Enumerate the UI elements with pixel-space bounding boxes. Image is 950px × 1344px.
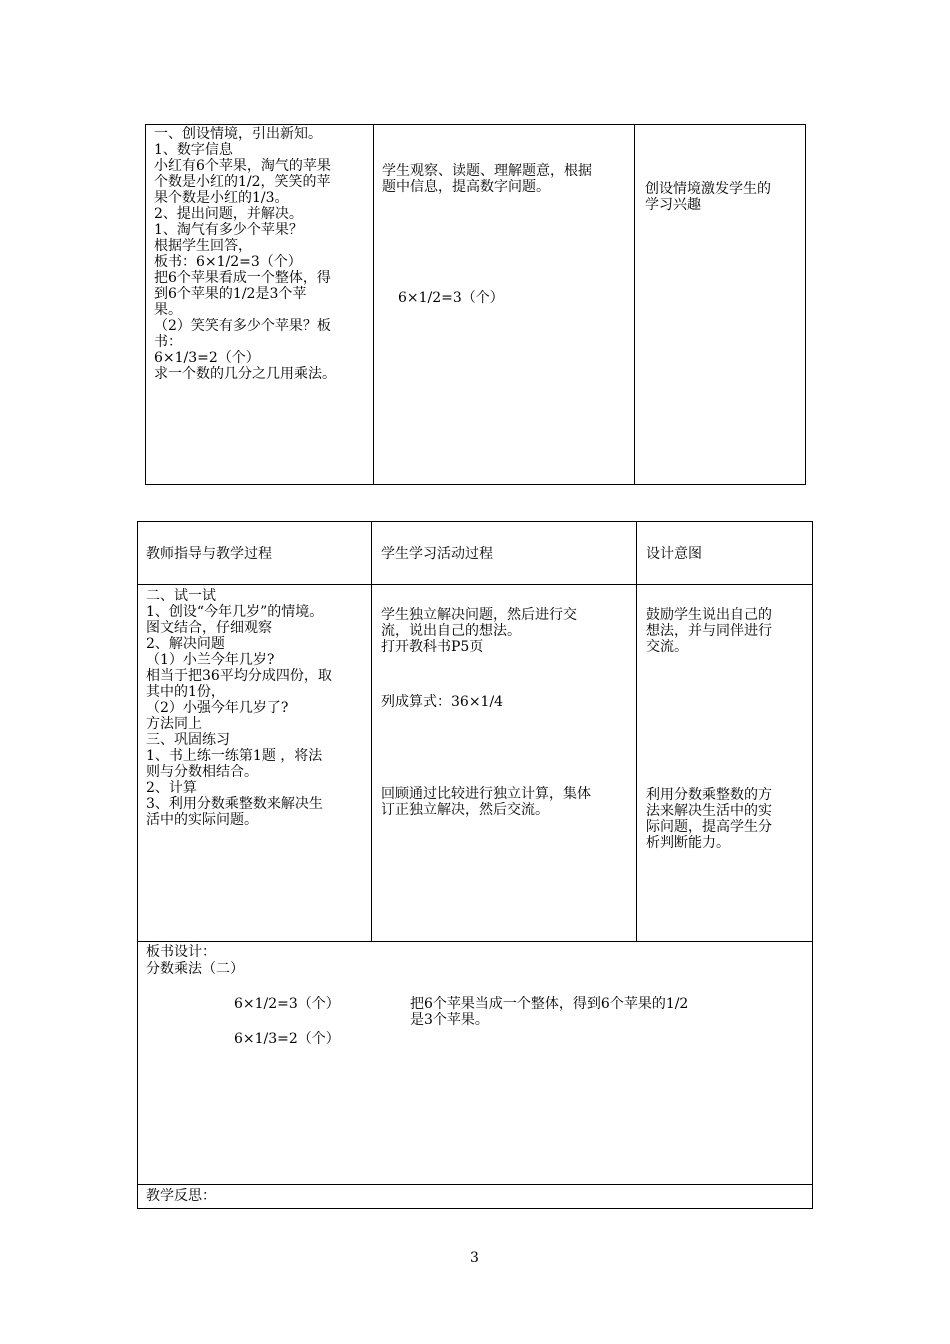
text-line: 1、书上练一练第1题 ，将法 — [146, 748, 323, 764]
board-equation-2: 6×1/3=2（个） — [234, 1031, 340, 1047]
text-line: 学生独立解决问题，然后进行交 — [381, 607, 577, 623]
text-line: 个数是小红的1/2，笑笑的苹 — [154, 174, 331, 190]
text-line: 2、提出问题，并解决。 — [154, 206, 303, 222]
text-line: 一、创设情境，引出新知。 — [154, 126, 322, 142]
board-note — [410, 996, 688, 1028]
table-2-board-rule — [137, 1184, 813, 1185]
text-line: 三、巩固练习 — [146, 732, 230, 748]
text-line: 板书：6×1/2=3（个） — [154, 254, 302, 270]
table-1-formula: 6×1/2=3（个） — [398, 290, 504, 306]
board-design-label: 板书设计： — [146, 944, 216, 960]
reflection-label: 教学反思： — [146, 1188, 216, 1204]
text-line: 想法，并与同伴进行 — [646, 623, 772, 639]
text-line: 鼓励学生说出自己的 — [646, 607, 772, 623]
table-1-teacher-process — [154, 126, 336, 382]
text-line: 方法同上 — [146, 716, 202, 732]
table-2-design-intent-1 — [646, 607, 772, 655]
table-2-student-activity-2 — [381, 786, 591, 818]
text-line: 果个数是小红的1/3。 — [154, 190, 289, 206]
text-line: 把6个苹果当成一个整体，得到6个苹果的1/2 — [410, 996, 689, 1012]
text-line: 根据学生回答， — [154, 238, 252, 254]
text-line: 交流。 — [646, 639, 688, 655]
table-1-student-activity — [382, 163, 592, 195]
table-2-body-rule — [137, 941, 813, 942]
text-line: 1、淘气有多少个苹果？ — [154, 222, 303, 238]
text-line: 2、解决问题 — [146, 636, 225, 652]
text-line: 流，说出自己的想法。 — [381, 623, 521, 639]
table-2-teacher-process — [146, 588, 332, 828]
text-line: 学生观察、读题、理解题意，根据 — [382, 163, 592, 179]
text-line: 小红有6个苹果，淘气的苹果 — [154, 158, 331, 174]
text-line: 订正独立解决，然后交流。 — [381, 802, 549, 818]
text-line: （1）小兰今年几岁? — [146, 652, 275, 668]
table-2-student-activity-1 — [381, 607, 577, 655]
header-design-intent: 设计意图 — [646, 546, 702, 562]
table-1-divider-1 — [373, 124, 374, 485]
text-line: 学习兴趣 — [645, 197, 701, 213]
text-line: 相当于把36平均分成四份，取 — [146, 668, 332, 684]
page-number: 3 — [470, 1250, 479, 1266]
text-line: 把6个苹果看成一个整体，得 — [154, 270, 331, 286]
text-line: 求一个数的几分之几用乘法。 — [154, 366, 336, 382]
table-2-design-intent-2 — [646, 787, 772, 851]
table-1-divider-2 — [634, 124, 635, 485]
text-line: 1、数字信息 — [154, 142, 233, 158]
text-line: 打开教科书P5页 — [381, 639, 484, 655]
board-equation-1: 6×1/2=3（个） — [234, 996, 340, 1012]
text-line: 活中的实际问题。 — [146, 812, 258, 828]
text-line: 法来解决生活中的实 — [646, 803, 772, 819]
text-line: 其中的1份， — [146, 684, 225, 700]
table-1-design-intent — [645, 181, 771, 213]
board-title: 分数乘法（二） — [146, 961, 244, 977]
text-line: （2）笑笑有多少个苹果？板 — [154, 318, 331, 334]
text-line: 果。 — [154, 302, 182, 318]
table-2-formula: 列成算式：36×1/4 — [381, 694, 504, 710]
text-line: 图文结合，仔细观察 — [146, 620, 272, 636]
text-line: 析判断能力。 — [646, 835, 730, 851]
text-line: 到6个苹果的1/2是3个苹 — [154, 286, 307, 302]
text-line: 书： — [154, 334, 182, 350]
text-line: 2、计算 — [146, 780, 197, 796]
table-2-header-rule — [137, 584, 813, 585]
text-line: （2）小强今年几岁了? — [146, 700, 289, 716]
header-teacher-process: 教师指导与教学过程 — [146, 546, 272, 562]
text-line: 6×1/3=2（个） — [154, 350, 260, 366]
text-line: 是3个苹果。 — [410, 1012, 489, 1028]
text-line: 利用分数乘整数的方 — [646, 787, 772, 803]
text-line: 则与分数相结合。 — [146, 764, 258, 780]
text-line: 际问题，提高学生分 — [646, 819, 772, 835]
text-line: 题中信息，提高数字问题。 — [382, 179, 550, 195]
text-line: 3、利用分数乘整数来解决生 — [146, 796, 323, 812]
text-line: 创设情境激发学生的 — [645, 181, 771, 197]
text-line: 1、创设“今年几岁”的情境。 — [146, 604, 324, 620]
text-line: 二、试一试 — [146, 588, 216, 604]
header-student-activity: 学生学习活动过程 — [381, 546, 493, 562]
text-line: 回顾通过比较进行独立计算，集体 — [381, 786, 591, 802]
